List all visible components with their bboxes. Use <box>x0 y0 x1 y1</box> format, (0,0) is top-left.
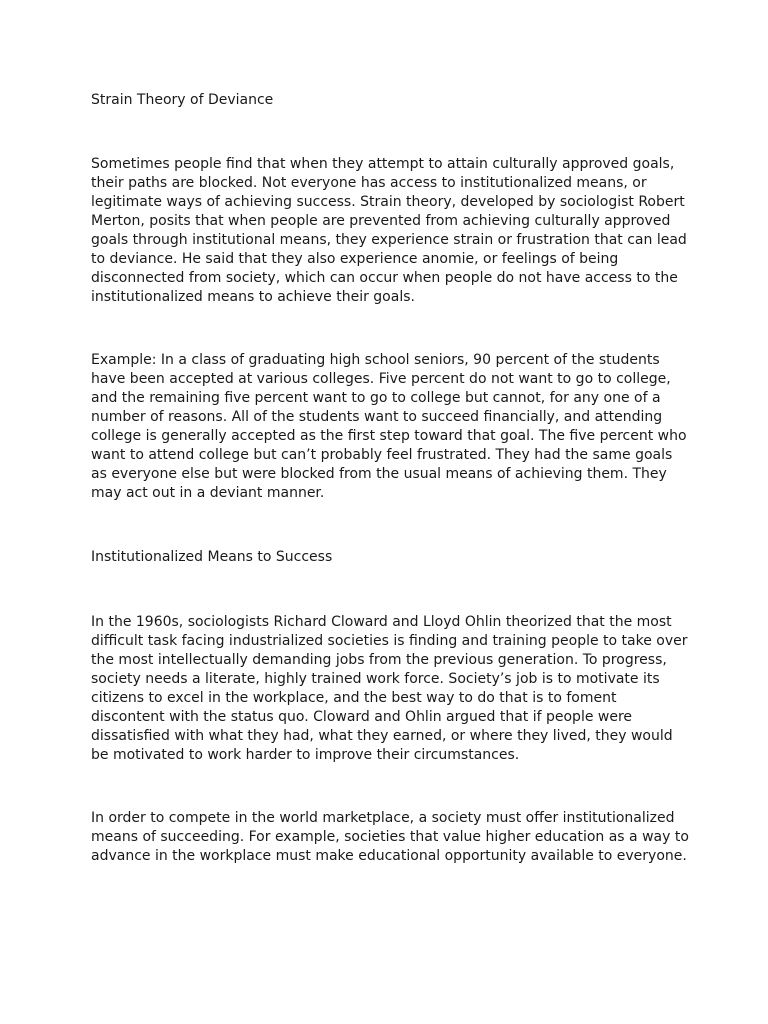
paragraph-world-marketplace: In order to compete in the world marketplace, a society must offer institutionalized means of succeeding. For example, societies that value higher education as a way to advance in the workplace must make educational opportunity available to everyone. <box>91 810 689 864</box>
section-heading-strain-theory: Strain Theory of Deviance <box>91 92 274 108</box>
section-heading-institutionalized-means: Institutionalized Means to Success <box>91 549 333 565</box>
paragraph-strain-theory: Sometimes people find that when they attempt to attain culturally approved goals, their paths are blocked. Not everyone has access to institutionalized means, or legitimate ways of achieving success. Strain theory, developed by sociologist Robert Merton, posits that when people are prevented from achieving culturally approved goals through institutional means, they experience strain or frustration that can lead to deviance. He said that they also experience anomie, or feelings of being disconnected from society, which can occur when people do not have access to the institutionalized means to achieve their goals. <box>91 156 687 305</box>
paragraph-cloward-ohlin: In the 1960s, sociologists Richard Cloward and Lloyd Ohlin theorized that the most difficult task facing industrialized societies is finding and training people to take over the most intellectually demanding jobs from the previous generation. To progress, society needs a literate, highly trained work force. Society’s job is to motivate its citizens to excel in the workplace, and the best way to do that is to foment discontent with the status quo. Cloward and Ohlin argued that if people were dissatisfied with what they had, what they earned, or where they lived, they would be motivated to work harder to improve their circumstances. <box>91 614 688 763</box>
paragraph-example: Example: In a class of graduating high school seniors, 90 percent of the students have been accepted at various colleges. Five percent do not want to go to college, and the remaining five percent want to go to college but cannot, for any one of a number of reasons. All of the students want to succeed financially, and attending college is generally accepted as the first step toward that goal. The five percent who want to attend college but can’t probably feel frustrated. They had the same goals as everyone else but were blocked from the usual means of achieving them. They may act out in a deviant manner. <box>91 352 687 501</box>
